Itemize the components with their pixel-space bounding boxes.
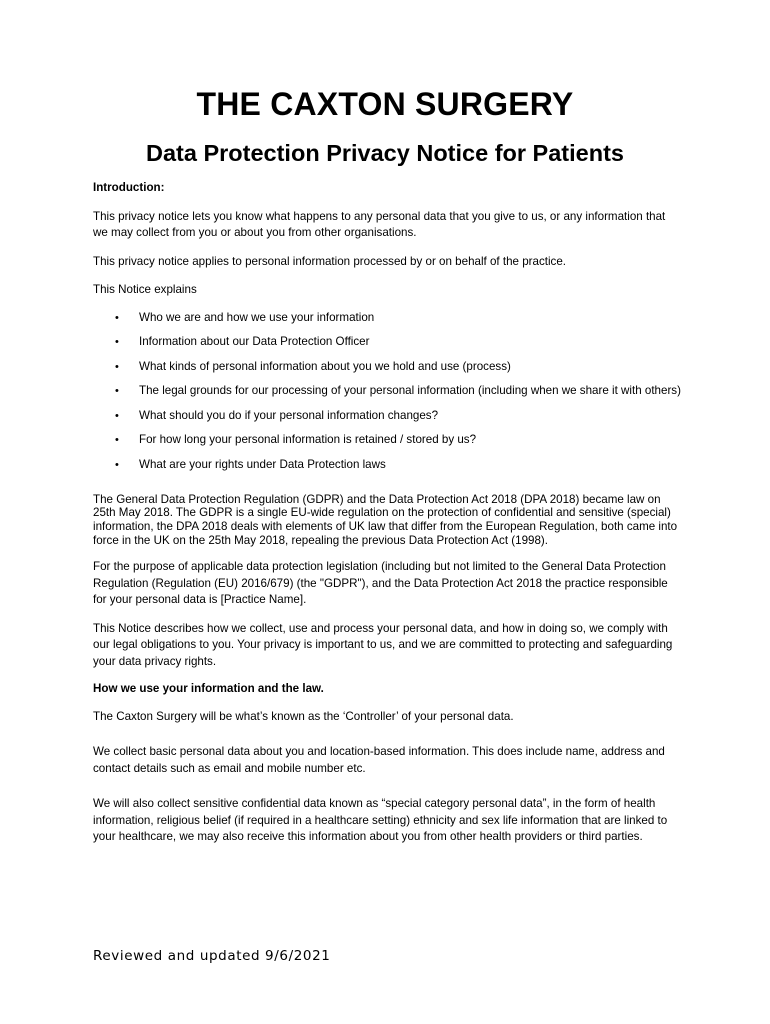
list-item (93, 408, 683, 424)
list-item (93, 310, 683, 326)
gdpr-paragraph: The General Data Protection Regulation (GDPR) and the Data Protection Act 2018 (DPA 2018) became law on 25th May 2018. The GDPR is a single EU-wide regulation on the protection of confidential and sensitive (special) information, the DPA 2018 deals with elements of UK law that differ from the European Regulation, both came into force in the UK on the 25th May 2018, repealing the previous Data Protection Act (1998). (93, 492, 678, 547)
purpose-paragraph: For the purpose of applicable data protection legislation (including but not limited to the General Data Protection Regulation (Regulation (EU) 2016/679) (the "GDPR"), and the Data Protection Act 2018 the practice responsible for your personal data is [Practice Name]. (93, 560, 668, 607)
list-item-text: The legal grounds for our processing of your personal information (including when we share it with others) (139, 384, 681, 397)
bullet-icon: • (115, 385, 119, 397)
intro-paragraph: This privacy notice lets you know what happens to any personal data that you give to us, or any information that we may collect from you or about you from other organisations. (93, 209, 666, 239)
review-date-footer: Reviewed and updated 9/6/2021 (93, 948, 331, 964)
bullet-icon: • (115, 360, 119, 373)
notice-explains-label: This Notice explains (93, 283, 197, 296)
introduction-heading: Introduction: (93, 181, 165, 194)
basic-data-paragraph: We collect basic personal data about you and location-based information. This does include name, address and contact details such as email and mobile number etc. (93, 745, 665, 775)
bullet-icon: • (115, 336, 119, 348)
bullet-icon: • (115, 409, 119, 422)
list-item (93, 432, 683, 448)
list-item (93, 334, 683, 350)
list-item (93, 359, 683, 375)
list-item-text: Who we are and how we use your information (139, 310, 375, 324)
document-subtitle: Data Protection Privacy Notice for Patients (146, 140, 624, 166)
list-item-text: Information about our Data Protection Officer (139, 335, 370, 348)
document-body (93, 180, 683, 846)
applies-paragraph: This privacy notice applies to personal information processed by or on behalf of the practice. (93, 254, 567, 268)
list-item-text: What are your rights under Data Protection laws (139, 457, 386, 471)
bullet-icon: • (115, 434, 119, 446)
list-item-text: What should you do if your personal information changes? (139, 408, 439, 422)
document-title: THE CAXTON SURGERY (196, 86, 574, 122)
list-item (93, 457, 683, 473)
list-item-text: For how long your personal information is retained / stored by us? (139, 433, 477, 446)
controller-paragraph: The Caxton Surgery will be what’s known as the ‘Controller’ of your personal data. (93, 709, 514, 723)
bullet-icon: • (115, 311, 119, 324)
sensitive-data-paragraph: We will also collect sensitive confidential data known as “special category personal data”, in the form of health information, religious belief (if required in a healthcare setting) ethnicity and sex life information that are linked to your healthcare, we may also receive this information about you from other health providers or third parties. (93, 797, 668, 844)
list-item-text: What kinds of personal information about you we hold and use (process) (139, 359, 511, 373)
list-item (93, 383, 683, 399)
bullet-icon: • (115, 458, 119, 471)
how-we-use-heading: How we use your information and the law. (93, 682, 324, 696)
notice-explains-list (93, 310, 683, 473)
notice-describes-paragraph: This Notice describes how we collect, use and process your personal data, and how in doing so, we comply with our legal obligations to you. Your privacy is important to us, and we are committed to protecting and safeguarding your data privacy rights. (93, 621, 673, 668)
